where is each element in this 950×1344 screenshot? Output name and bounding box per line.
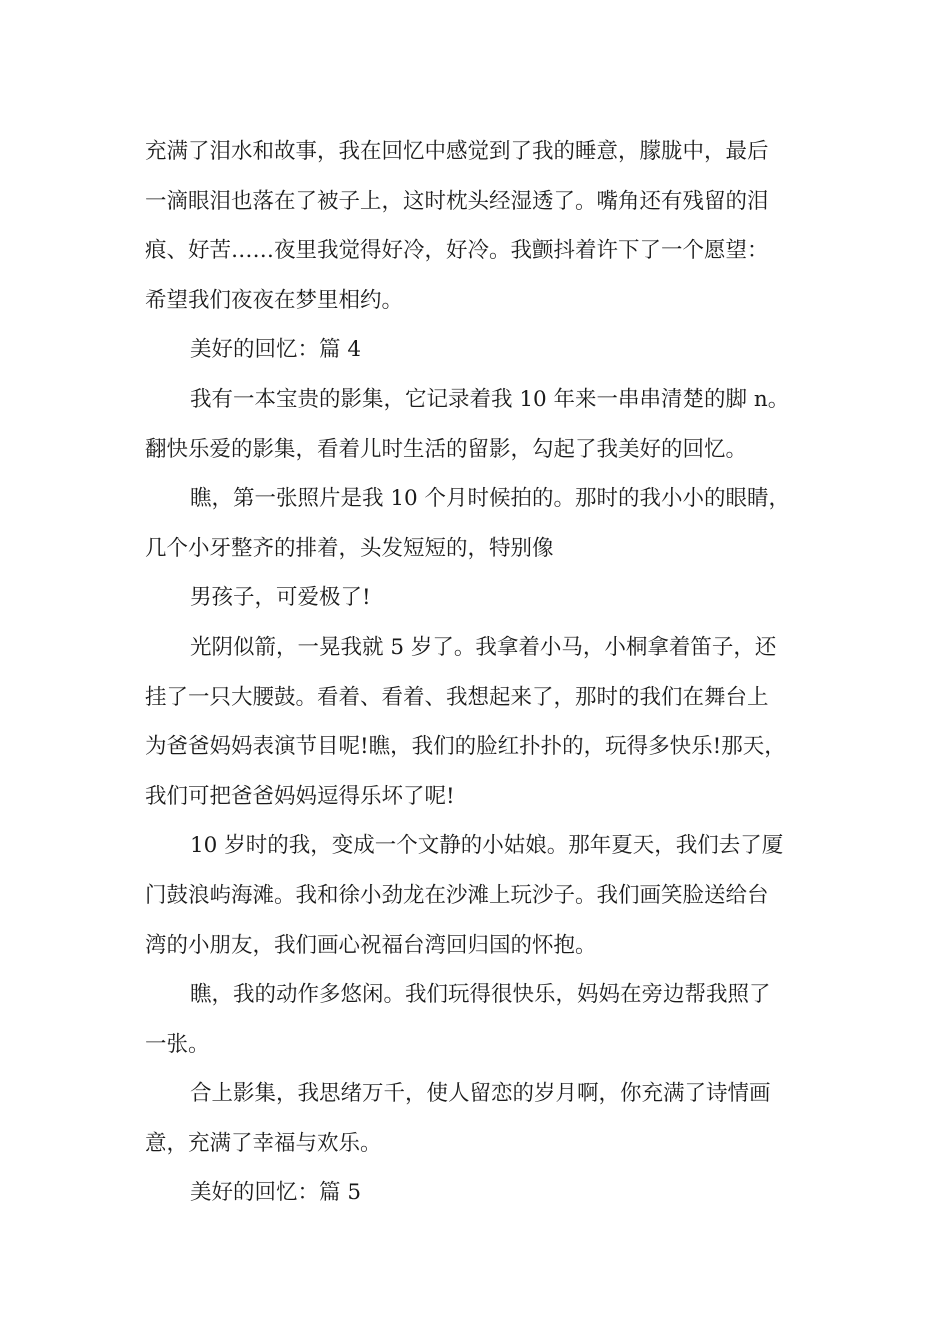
text-line: 门鼓浪屿海滩。我和徐小劲龙在沙滩上玩沙子。我们画笑脸送给台 [145, 882, 769, 908]
section-heading: 美好的回忆：篇 4 [190, 337, 362, 363]
text-line: 我们可把爸爸妈妈逗得乐坏了呢! [145, 783, 455, 809]
text-line: 我有一本宝贵的影集，它记录着我 10 年来一串串清楚的脚 n。 [190, 386, 790, 412]
text-line: 一滴眼泪也落在了被子上，这时枕头经湿透了。嘴角还有残留的泪 [145, 188, 769, 214]
text-line: 挂了一只大腰鼓。看着、看着、我想起来了，那时的我们在舞台上 [145, 684, 769, 710]
text-line: 男孩子，可爱极了! [190, 585, 371, 611]
text-line: 希望我们夜夜在梦里相约。 [145, 287, 404, 313]
text-line: 10 岁时的我，变成一个文静的小姑娘。那年夏天，我们去了厦 [190, 833, 784, 859]
text-line: 为爸爸妈妈表演节目呢!瞧，我们的脸红扑扑的，玩得多快乐!那天， [145, 734, 786, 760]
text-line: 光阴似箭，一晃我就 5 岁了。我拿着小马，小桐拿着笛子，还 [190, 634, 777, 660]
text-line: 瞧，我的动作多悠闲。我们玩得很快乐，妈妈在旁边帮我照了 [190, 982, 771, 1008]
text-line: 湾的小朋友，我们画心祝福台湾回归国的怀抱。 [145, 932, 597, 958]
text-line: 意，充满了幸福与欢乐。 [145, 1130, 382, 1156]
text-line: 充满了泪水和故事，我在回忆中感觉到了我的睡意，朦胧中，最后 [145, 139, 769, 164]
article-body [145, 127, 825, 1218]
text-line: 瞧，第一张照片是我 10 个月时候拍的。那时的我小小的眼睛， [190, 486, 791, 512]
text-line: 几个小牙整齐的排着，头发短短的，特别像 [145, 535, 554, 561]
text-line: 翻快乐爱的影集，看着儿时生活的留影，勾起了我美好的回忆。 [145, 436, 748, 462]
section-heading: 美好的回忆：篇 5 [190, 1180, 362, 1206]
text-line: 痕、好苦……夜里我觉得好冷，好冷。我颤抖着许下了一个愿望： [145, 238, 769, 264]
text-line: 一张。 [145, 1031, 210, 1057]
text-line: 合上影集，我思绪万千，使人留恋的岁月啊，你充满了诗情画 [190, 1081, 771, 1107]
